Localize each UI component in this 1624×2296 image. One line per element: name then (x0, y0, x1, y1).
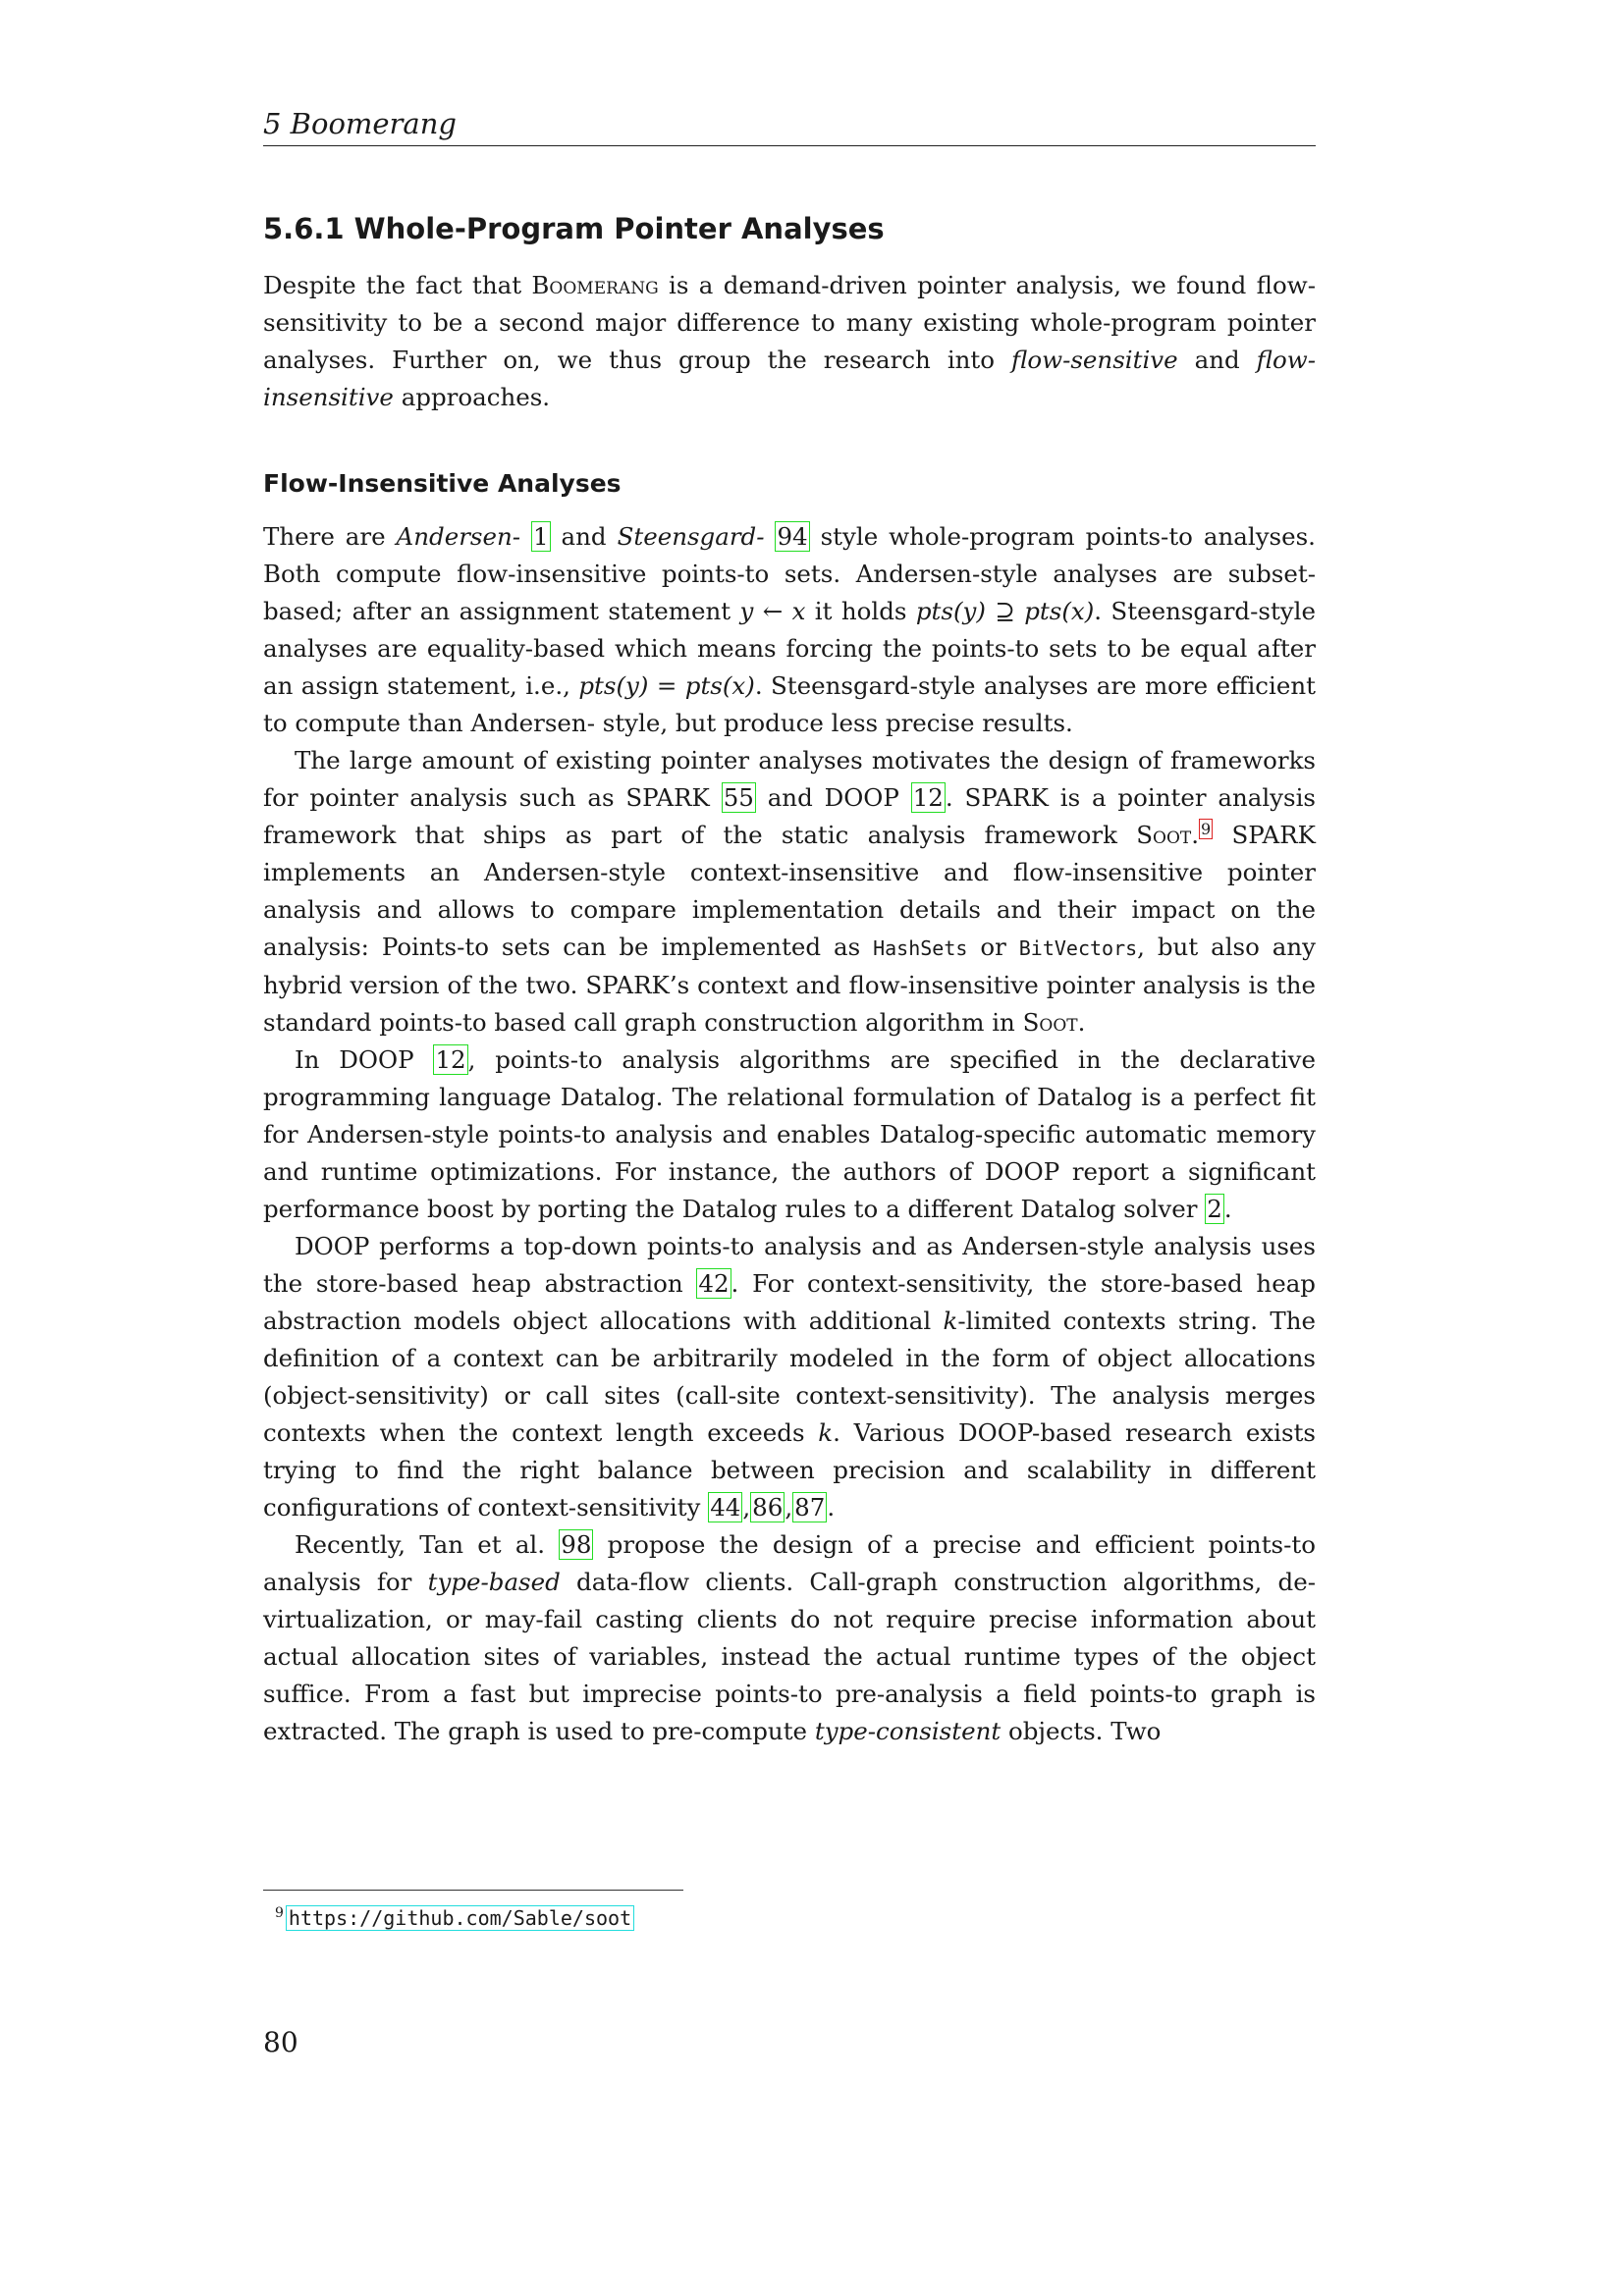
paragraph-doop: In DOOP 12, points-to analysis algorithms are specified in the declarative programming language Datalog. The relational formulation of Datalog is a perfect fit for Andersen-style points-to analysis and enables Datalog-specific automatic memory and runtime optimizations. For instance, the authors of DOOP report a significant performance boost by porting the Datalog rules to a different Datalog solver 2. (263, 1045, 1317, 1223)
paragraph-andersen-steensgard: There are Andersen- 1 and Steensgard- 94 style whole-program points-to analyses. Both compute flow-insensitive points-to sets. Andersen-style analyses are subset-based; after an assignment statement y ← x it holds pts(y) ⊇ pts(x). Steensgard-style analyses are equality-based which means forcing the points-to sets to be equal after an assign statement, i.e., pts(y) = pts(x). Steensgard-style analyses are more efficient to compute than Andersen- style, but produce less precise results. (263, 522, 1316, 737)
citation-link[interactable]: 42 (698, 1269, 730, 1298)
citation-link[interactable]: 12 (912, 783, 944, 812)
running-head: 5 Boomerang (263, 106, 1316, 146)
subsection-title: Flow-Insensitive Analyses (263, 469, 622, 498)
boomerang-name: Boomerang (531, 271, 659, 299)
footnote-ref-link[interactable]: 9 (1201, 819, 1212, 838)
citation-link[interactable]: 2 (1207, 1195, 1222, 1223)
paragraph-doop-context: DOOP performs a top-down points-to analysis and as Andersen-style analysis uses the store-based heap abstraction 42. For context-sensitivity, the store-based heap abstraction models object allocations with additional k-limited contexts string. The definition of a context can be arbitrarily modeled in the form of object allocations (object-sensitivity) or call sites (call-site context-sensitivity). The analysis merges contexts when the context length exceeds k. Various DOOP-based research exists trying to find the right balance between precision and scalability in different configurations of context-sensitivity 44,86,87. (263, 1232, 1317, 1522)
citation-link[interactable]: 55 (723, 783, 754, 812)
footnote-mark: 9 (275, 1905, 284, 1921)
page-number: 80 (263, 2026, 298, 2058)
footnote (275, 1899, 1257, 1932)
paragraph-tan: Recently, Tan et al. 98 propose the design of a precise and efficient points-to analysis for type-based data-flow clients. Call-graph construction algorithms, de-virtualization, or may-fail casting clients do not require precise information about actual allocation sites of variables, instead the actual runtime types of the object suffice. From a fast but imprecise points-to pre-analysis a field points-to graph is extracted. The graph is used to pre-compute type-consistent objects. Two (263, 1530, 1316, 1745)
footnote-url-link[interactable]: https://github.com/Sable/soot (286, 1905, 634, 1931)
citation-link[interactable]: 86 (752, 1493, 784, 1522)
footnote-rule (263, 1890, 683, 1891)
citation-link[interactable]: 94 (777, 522, 808, 551)
paragraph-spark: The large amount of existing pointer analyses motivates the design of frameworks for pointer analysis such as SPARK 55 and DOOP 12. SPARK is a pointer analysis framework that ships as part of the static analysis framework Soot. $^9$ SPARK implements an Andersen-style context-insensitive and flow-insensitive pointer analysis and allows to compare implementation details and their impact on the analysis: Points-to sets can be implemented as HashSets or BitVectors, but also any hybrid version of the two. SPARK’s context and flow-insensitive pointer analysis is the standard points-to based call graph construction algorithm in Soot. (263, 746, 1317, 1037)
citation-link[interactable]: 87 (794, 1493, 826, 1522)
code-bitvectors: BitVectors (1018, 936, 1138, 960)
citation-link[interactable]: 98 (561, 1530, 592, 1559)
code-hashsets: HashSets (873, 936, 968, 960)
main-text (263, 518, 1316, 1750)
citation-link[interactable]: 1 (533, 522, 549, 551)
citation-link[interactable]: 44 (710, 1493, 741, 1522)
section-title: 5.6.1 Whole-Program Pointer Analyses (263, 212, 885, 245)
intro-paragraph: Despite the fact that Boomerang is a demand-driven pointer analysis, we found flow-sensitivity to be a second major difference to many existing whole-program pointer analyses. Further on, we thus group the research into flow-sensitive and flow-insensitive approaches. (263, 271, 1316, 411)
citation-link[interactable]: 12 (435, 1045, 466, 1074)
